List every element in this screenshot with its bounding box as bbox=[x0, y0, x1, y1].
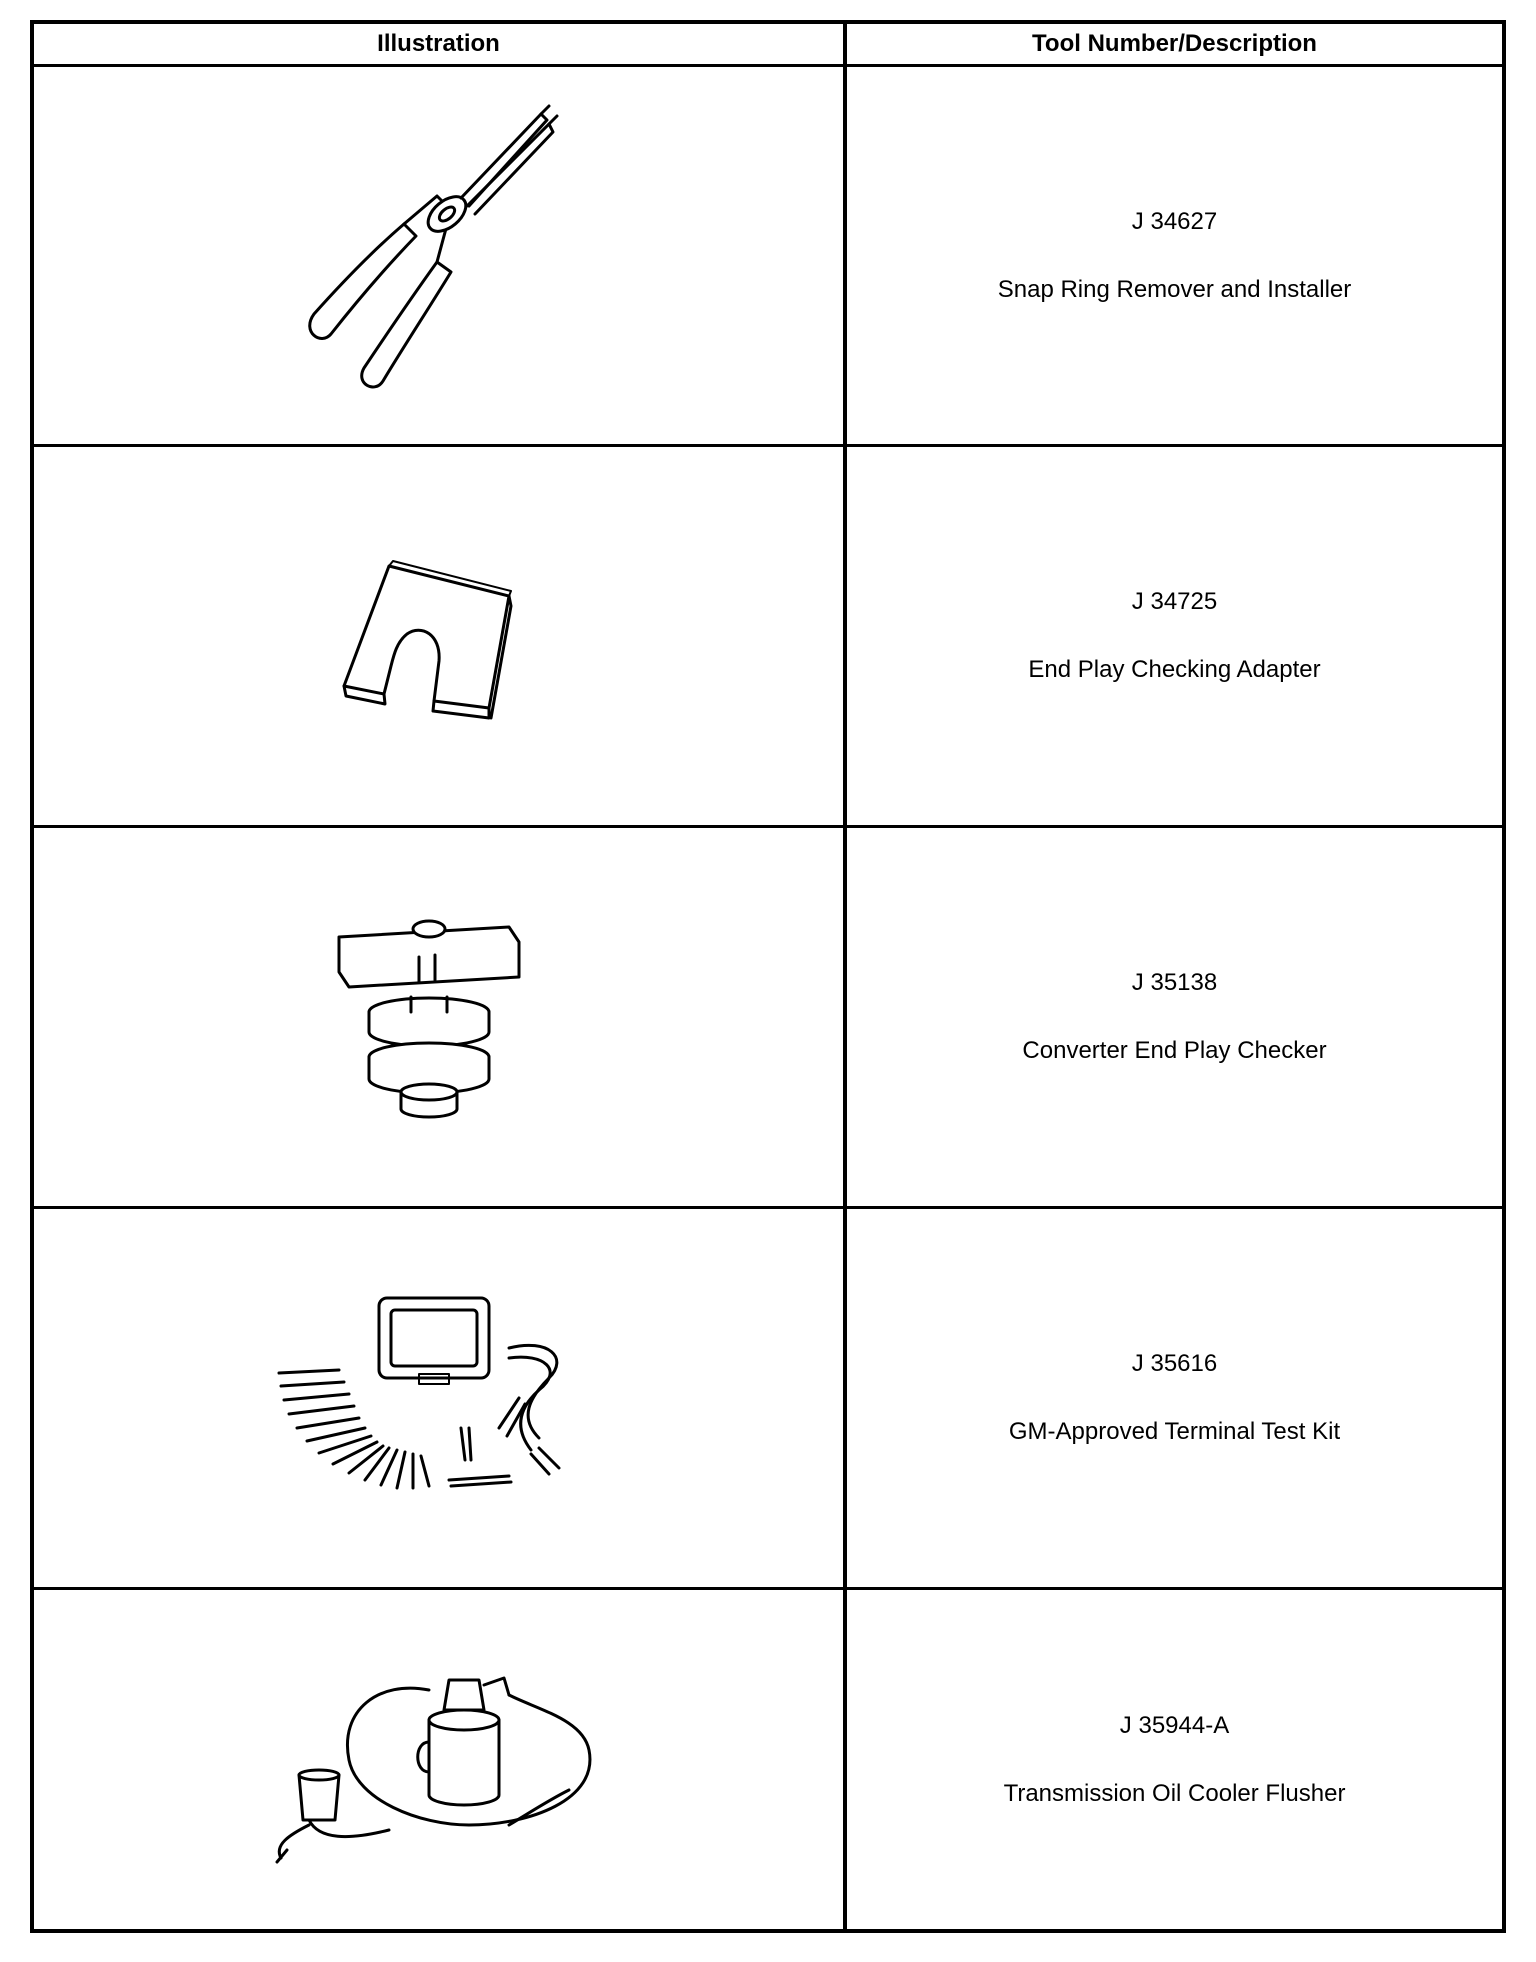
tool-number: J 34725 bbox=[1131, 588, 1218, 615]
header-tool-number-description: Tool Number/Description bbox=[1032, 30, 1317, 57]
cooler-flusher-icon bbox=[269, 1650, 609, 1870]
special-tools-table bbox=[30, 20, 1506, 1933]
tool-description: End Play Checking Adapter bbox=[1028, 656, 1321, 683]
table-row-illustration bbox=[34, 828, 843, 1206]
table-row-illustration bbox=[34, 1209, 843, 1587]
table-row-illustration bbox=[34, 1590, 843, 1929]
table-row-tool bbox=[847, 1209, 1502, 1587]
table-row-tool bbox=[847, 1590, 1502, 1929]
end-play-checker-icon bbox=[319, 897, 559, 1137]
u-shaped-adapter-icon bbox=[319, 536, 559, 736]
tool-description: Transmission Oil Cooler Flusher bbox=[1003, 1779, 1346, 1807]
table-row-illustration bbox=[34, 67, 843, 444]
snap-ring-pliers-icon bbox=[279, 96, 599, 416]
tool-description: GM-Approved Terminal Test Kit bbox=[1008, 1418, 1341, 1445]
tool-number: J 35138 bbox=[1131, 969, 1218, 996]
tool-description: Converter End Play Checker bbox=[1022, 1037, 1327, 1064]
table-row-tool bbox=[847, 447, 1502, 825]
tool-number: J 35616 bbox=[1131, 1350, 1218, 1377]
table-row-illustration bbox=[34, 447, 843, 825]
tool-description: Snap Ring Remover and Installer bbox=[997, 275, 1352, 303]
header-illustration: Illustration bbox=[377, 30, 500, 57]
table-row-tool bbox=[847, 67, 1502, 444]
table-row-tool bbox=[847, 828, 1502, 1206]
tool-number: J 35944-A bbox=[1119, 1711, 1230, 1739]
terminal-test-kit-icon bbox=[269, 1278, 609, 1518]
tool-number: J 34627 bbox=[1131, 207, 1218, 235]
